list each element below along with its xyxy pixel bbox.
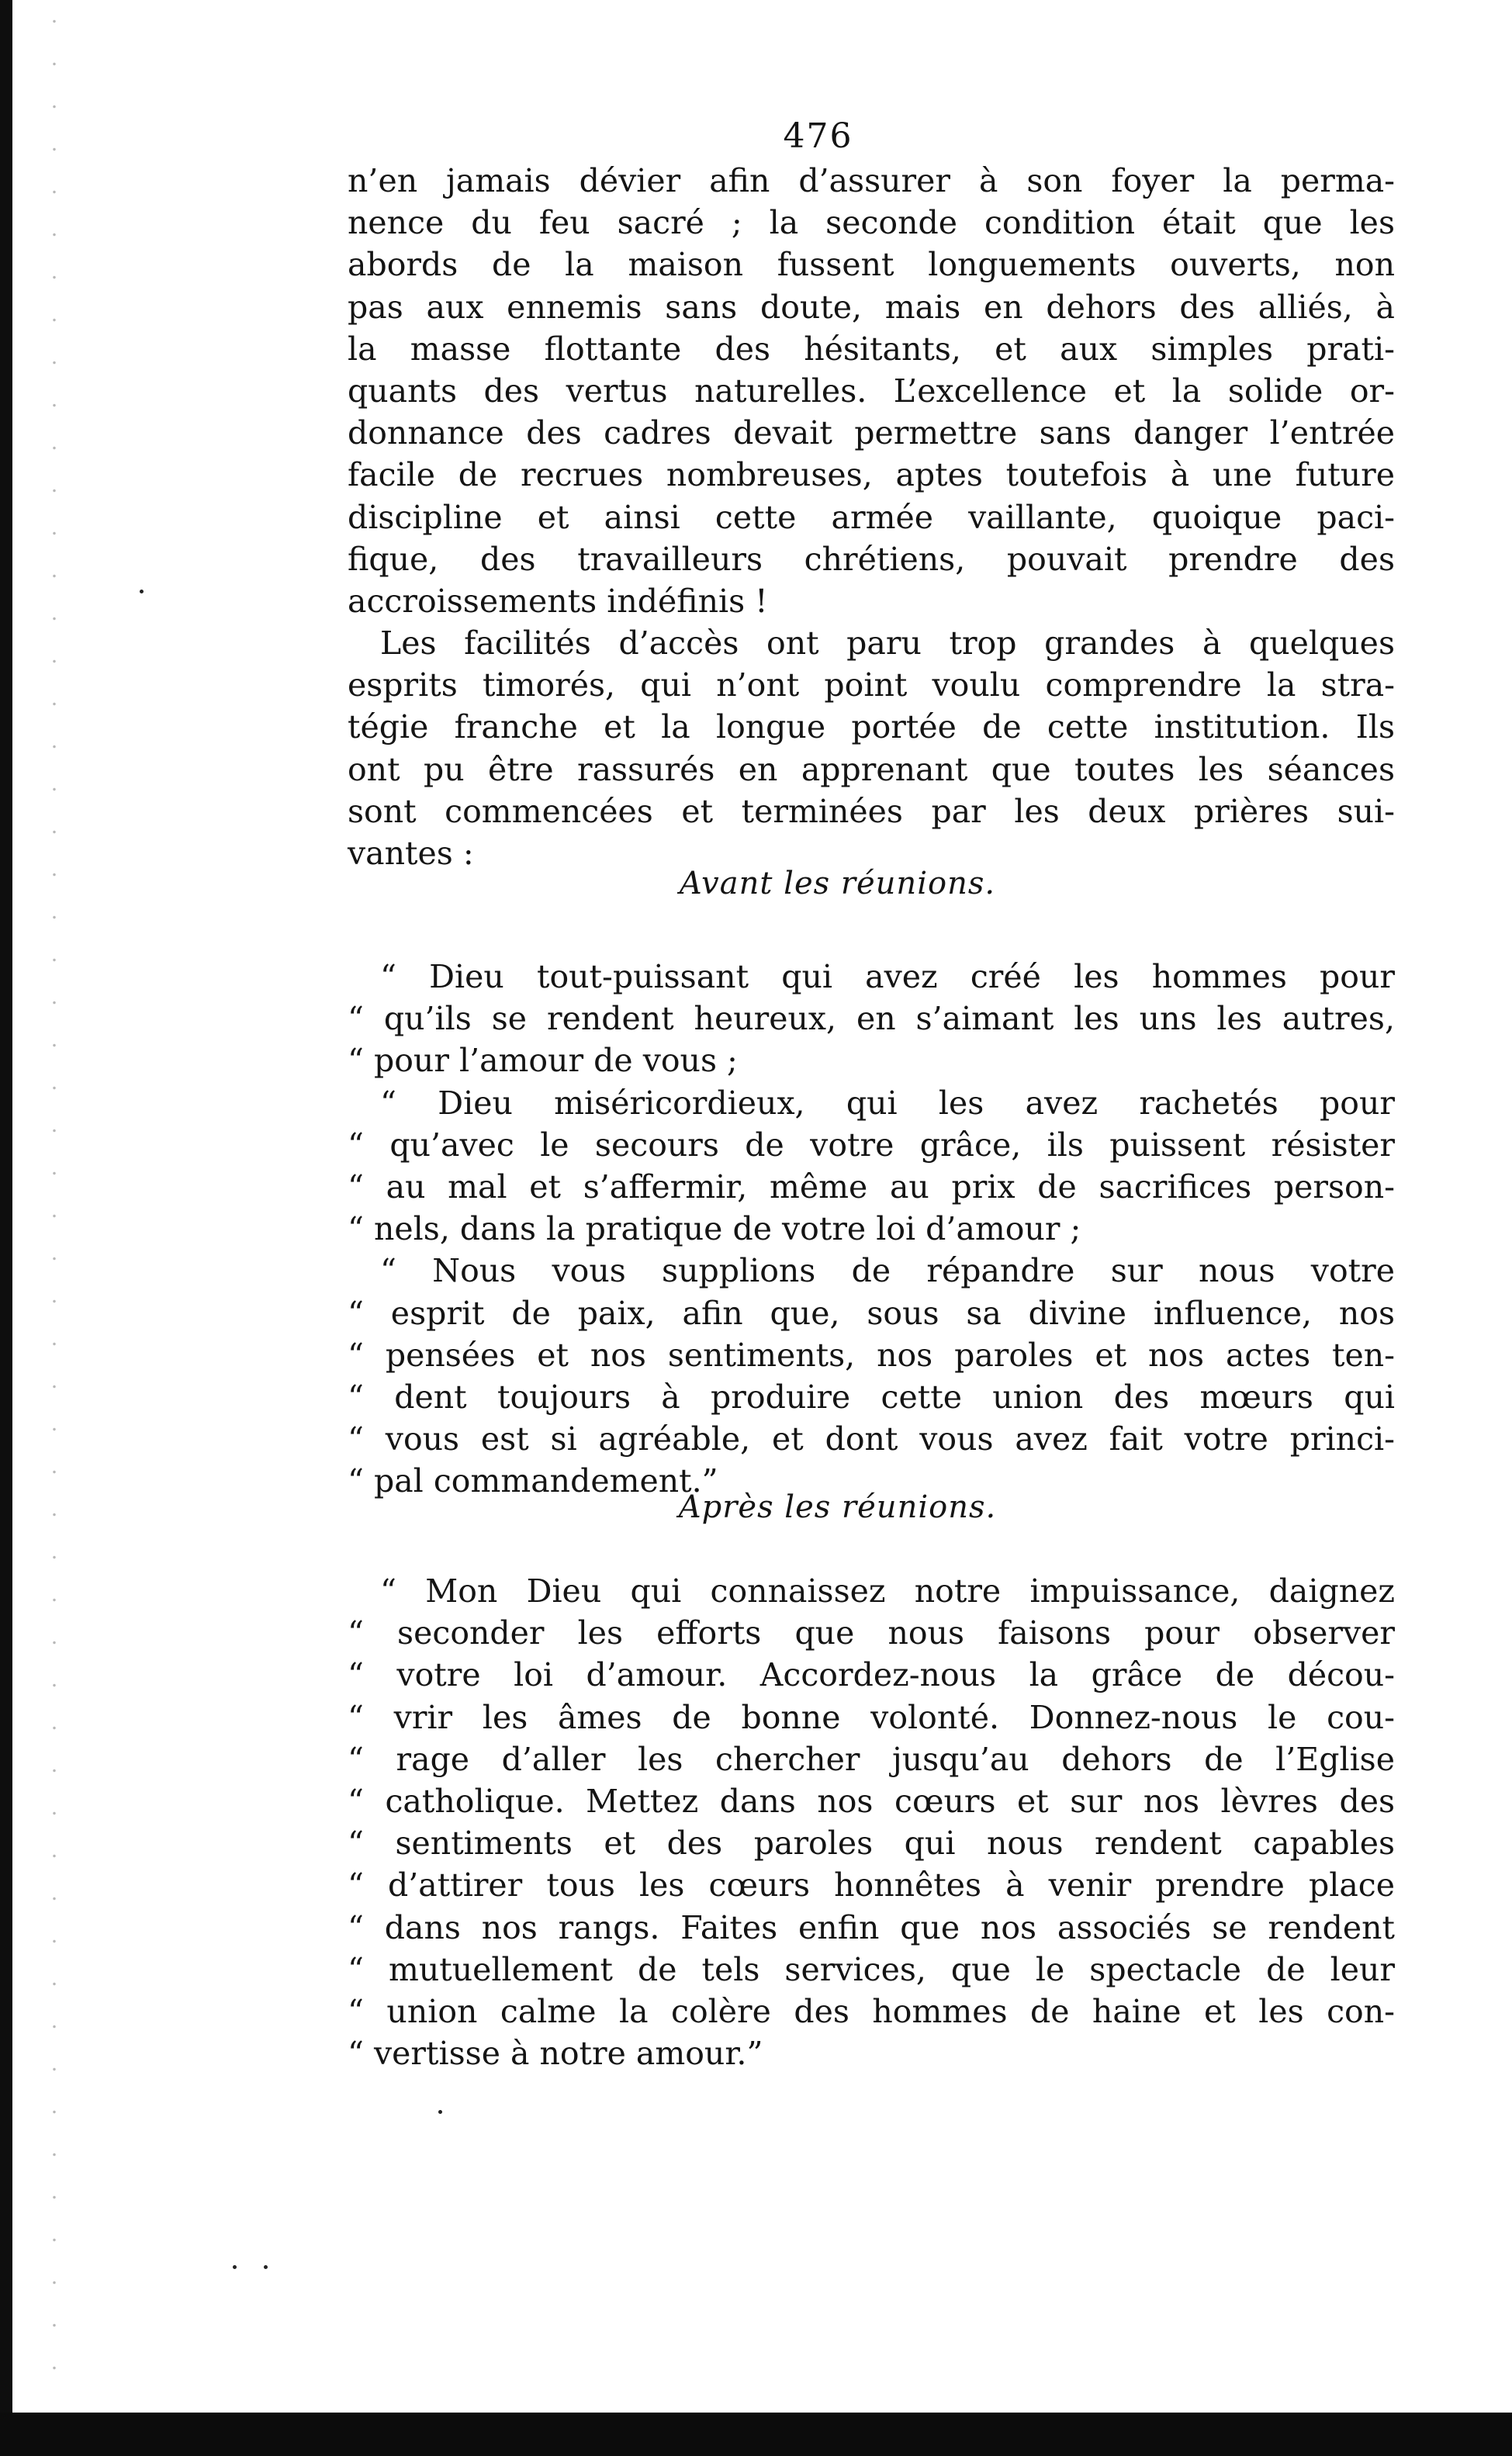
text-line: “ au mal et s’affermir, même au prix de sacrifices person- — [348, 1167, 1395, 1206]
text-line: “ esprit de paix, afin que, sous sa divine influence, nos — [348, 1294, 1395, 1332]
text-line: “ vertisse à notre amour.” — [348, 2035, 763, 2073]
text-line: “ d’attirer tous les cœurs honnêtes à venir prendre place — [348, 1866, 1395, 1904]
prayer-after-meetings — [348, 1570, 1395, 2074]
text-line: “ seconder les efforts que nous faisons pour observer — [348, 1614, 1395, 1652]
text-line: “ dent toujours à produire cette union des mœurs qui — [348, 1378, 1395, 1416]
text-line: “ nels, dans la pratique de votre loi d’amour ; — [348, 1210, 1081, 1248]
text-line: donnance des cadres devait permettre sans danger l’entrée — [348, 414, 1395, 452]
scan-bottom-border — [0, 2413, 1512, 2456]
text-line: tégie franche et la longue portée de cette institution. Ils — [348, 708, 1395, 746]
text-line: pas aux ennemis sans doute, mais en dehors des alliés, à — [348, 288, 1395, 326]
text-line: “ Dieu miséricordieux, qui les avez rachetés pour — [380, 1084, 1395, 1122]
section-heading-before-meetings: Avant les réunions. — [679, 866, 996, 901]
text-line: ont pu être rassurés en apprenant que toutes les séances — [348, 750, 1395, 788]
text-line: “ catholique. Mettez dans nos cœurs et sur nos lèvres des — [348, 1782, 1395, 1820]
text-line: “ union calme la colère des hommes de haine et les con- — [348, 1992, 1395, 2030]
scan-speck — [233, 2265, 237, 2269]
text-line: vantes : — [348, 835, 474, 872]
text-line: quants des vertus naturelles. L’excellence et la solide or- — [348, 372, 1395, 410]
text-line: accroissements indéfinis ! — [348, 582, 768, 620]
text-line: discipline et ainsi cette armée vaillante, quoique paci- — [348, 498, 1395, 536]
text-line: “ Mon Dieu qui connaissez notre impuissance, daignez — [380, 1572, 1395, 1610]
text-line: “ Nous vous supplions de répandre sur nous votre — [380, 1252, 1395, 1290]
text-line: “ pensées et nos sentiments, nos paroles et nos actes ten- — [348, 1336, 1395, 1374]
text-line: “ qu’ils se rendent heureux, en s’aimant les uns les autres, — [348, 1000, 1395, 1038]
text-line: “ mutuellement de tels services, que le spectacle de leur — [348, 1950, 1395, 1988]
text-line: Les facilités d’accès ont paru trop grandes à quelques — [380, 624, 1395, 662]
text-line: “ rage d’aller les chercher jusqu’au dehors de l’Eglise — [348, 1740, 1395, 1778]
prayer-before-meetings — [348, 956, 1395, 1502]
text-line: n’en jamais dévier afin d’assurer à son foyer la perma- — [348, 162, 1395, 199]
text-line: “ vrir les âmes de bonne volonté. Donnez-nous le cou- — [348, 1698, 1395, 1736]
text-line: “ Dieu tout-puissant qui avez créé les hommes pour — [380, 958, 1395, 995]
section-heading-after-meetings: Après les réunions. — [678, 1489, 997, 1525]
text-line: “ vous est si agréable, et dont vous avez fait votre princi- — [348, 1420, 1395, 1458]
scan-speck — [264, 2265, 268, 2269]
text-line: facile de recrues nombreuses, aptes toutefois à une future — [348, 456, 1395, 494]
text-line: abords de la maison fussent longuements ouverts, non — [348, 246, 1395, 284]
scan-edge-specks — [47, 0, 62, 2389]
scan-left-border — [0, 0, 12, 2456]
text-line: esprits timorés, qui n’ont point voulu comprendre la stra- — [348, 666, 1395, 704]
text-line: “ qu’avec le secours de votre grâce, ils puissent résister — [348, 1126, 1395, 1164]
text-line: sont commencées et terminées par les deux prières sui- — [348, 792, 1395, 830]
text-line: fique, des travailleurs chrétiens, pouvait prendre des — [348, 540, 1395, 578]
scan-speck — [438, 2110, 442, 2114]
text-line: “ votre loi d’amour. Accordez-nous la grâce de décou- — [348, 1656, 1395, 1694]
paragraph-continued — [348, 160, 1395, 874]
scan-speck — [140, 590, 144, 593]
text-line: “ sentiments et des paroles qui nous rendent capables — [348, 1825, 1395, 1863]
text-line: nence du feu sacré ; la seconde condition était que les — [348, 204, 1395, 242]
text-line: “ dans nos rangs. Faites enfin que nos associés se rendent — [348, 1908, 1395, 1946]
page-number: 476 — [783, 116, 853, 156]
text-line: la masse flottante des hésitants, et aux simples prati- — [348, 330, 1395, 368]
text-line: “ pal commandement.” — [348, 1462, 718, 1500]
text-line: “ pour l’amour de vous ; — [348, 1042, 738, 1080]
